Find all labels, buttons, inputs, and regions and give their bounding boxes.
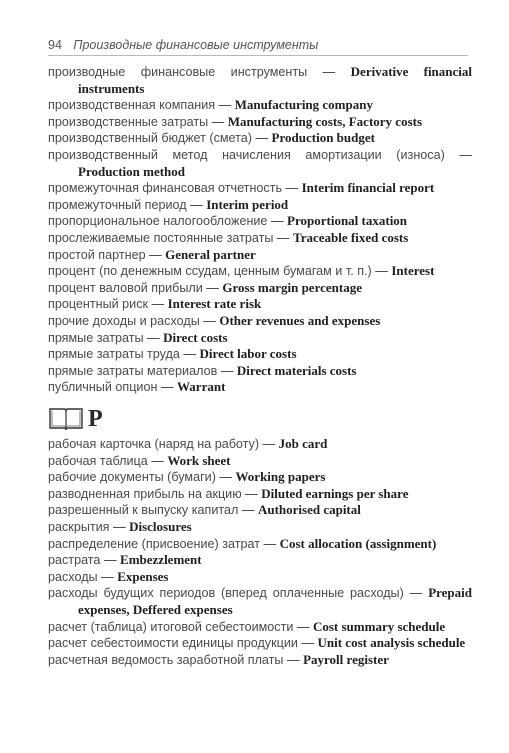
english-term: Cost summary schedule [312, 618, 446, 634]
english-term: Interest rate risk [167, 296, 262, 312]
russian-term: процентный риск [48, 297, 149, 312]
section-letter: Р [88, 406, 103, 432]
dictionary-entry [48, 230, 472, 247]
russian-term: простой партнер [48, 247, 146, 262]
term-separator: — [211, 114, 225, 129]
term-separator: — [409, 586, 423, 601]
english-term: Job card [278, 436, 328, 451]
term-separator: — [262, 437, 276, 451]
dictionary-entry [48, 263, 472, 280]
dictionary-entry [48, 97, 472, 114]
dictionary-entry [48, 130, 472, 147]
dictionary-entry [48, 247, 472, 264]
russian-term: растрата [48, 553, 101, 568]
term-separator: — [151, 297, 165, 312]
russian-term: прямые затраты труда [48, 347, 180, 362]
english-term: Direct labor costs [199, 346, 297, 362]
russian-term: процент (по денежным ссудам, ценным бумагам и т. п.) [48, 264, 372, 279]
term-separator: — [203, 313, 216, 328]
dictionary-entry [48, 330, 472, 347]
russian-term: производные финансовые инструменты [48, 65, 308, 79]
dictionary-entry [48, 280, 472, 297]
term-separator: — [147, 330, 160, 345]
dictionary-entry [48, 180, 472, 197]
english-term: Disclosures [129, 518, 192, 534]
english-term: General partner [165, 246, 256, 262]
dictionary-entry [48, 469, 472, 486]
english-term: Gross margin percentage [222, 279, 362, 295]
term-separator: — [245, 486, 258, 501]
term-separator: — [263, 536, 277, 551]
english-term: Expenses [117, 568, 169, 584]
russian-term: производственный бюджет (смета) [48, 131, 252, 146]
english-term: Manufacturing company [234, 97, 373, 113]
term-separator: — [296, 619, 310, 634]
term-separator: — [375, 264, 388, 279]
term-separator: — [241, 503, 255, 518]
english-term: Derivative financial instruments [78, 64, 473, 96]
dictionary-entry [48, 552, 472, 569]
term-separator: — [255, 131, 269, 146]
dictionary-entry [48, 486, 472, 503]
term-separator: — [218, 98, 232, 113]
dictionary-entry [48, 197, 472, 214]
term-separator: — [149, 247, 162, 262]
russian-term: прослеживаемые постоянные затраты [48, 230, 274, 245]
english-term: Other revenues and expenses [219, 312, 381, 328]
dictionary-entry [48, 453, 472, 470]
russian-term: расходы [48, 569, 98, 584]
term-separator: — [219, 470, 233, 485]
term-separator: — [459, 147, 472, 162]
dictionary-entry [48, 585, 472, 618]
russian-term: расходы будущих периодов (вперед оплаченные расходы) [48, 586, 404, 601]
dictionary-entry [48, 519, 472, 536]
dictionary-entry [48, 147, 472, 180]
english-term: Production budget [271, 130, 375, 146]
term-separator: — [286, 652, 300, 667]
russian-term: публичный опцион [48, 380, 158, 395]
russian-term: рабочие документы (бумаги) [48, 470, 216, 485]
english-term: Direct materials costs [236, 362, 357, 378]
term-separator: — [270, 214, 284, 229]
term-separator: — [276, 230, 290, 245]
dictionary-entry [48, 346, 472, 363]
term-separator: — [190, 197, 203, 212]
russian-term: производственные затраты [48, 114, 209, 129]
english-term: Work sheet [167, 452, 231, 468]
russian-term: пропорциональное налогообложение [48, 214, 268, 229]
english-term: Traceable fixed costs [293, 229, 409, 245]
dictionary-entry [48, 296, 472, 313]
russian-term: прямые затраты [48, 330, 144, 345]
dictionary-entry [48, 652, 472, 669]
russian-term: раскрытия [48, 519, 110, 534]
page-number: 94 [48, 38, 62, 52]
english-term: Interest [391, 263, 435, 279]
dictionary-entry [48, 379, 472, 396]
russian-term: производственный метод начисления амортизации (износа) [48, 147, 445, 162]
russian-term: промежуточная финансовая отчетность [48, 181, 283, 196]
term-separator: — [322, 65, 336, 79]
russian-term: рабочая карточка (наряд на работу) [48, 437, 260, 451]
english-term: Prepaid expenses, Deffered expenses [78, 585, 473, 617]
term-separator: — [206, 280, 219, 295]
dictionary-entry [48, 363, 472, 380]
term-separator: — [220, 363, 234, 378]
dictionary-entry [48, 436, 472, 453]
term-separator: — [160, 380, 174, 395]
dictionary-entry [48, 502, 472, 519]
dictionary-entry [48, 213, 472, 230]
term-separator: — [301, 636, 314, 651]
english-term: Authorised capital [257, 502, 361, 518]
english-term: Working papers [235, 469, 326, 485]
russian-term: рабочая таблица [48, 453, 148, 468]
english-term: Warrant [177, 379, 226, 395]
dictionary-entry [48, 64, 472, 97]
english-term: Manufacturing costs, Factory costs [227, 113, 423, 129]
english-term: Cost allocation (assignment) [279, 535, 437, 551]
english-term: Production method [78, 163, 186, 179]
term-separator: — [101, 569, 114, 584]
english-term: Interim period [206, 196, 289, 212]
dictionary-entry [48, 569, 472, 586]
dictionary-entry [48, 536, 472, 553]
english-term: Interim financial report [301, 180, 435, 196]
entries-group-p [48, 64, 472, 396]
open-book-icon [48, 406, 84, 432]
russian-term: расчет (таблица) итоговой себестоимости [48, 619, 294, 634]
dictionary-entry [48, 114, 472, 131]
entries-group-r [48, 436, 472, 668]
russian-term: промежуточный период [48, 197, 187, 212]
english-term: Proportional taxation [287, 213, 408, 229]
dictionary-entry [48, 619, 472, 636]
russian-term: процент валовой прибыли [48, 280, 203, 295]
term-separator: — [151, 453, 164, 468]
russian-term: распределение (присвоение) затрат [48, 536, 260, 551]
section-heading [48, 406, 103, 432]
russian-term: разводненная прибыль на акцию [48, 486, 242, 501]
english-term: Embezzlement [120, 552, 202, 568]
russian-term: прочие доходы и расходы [48, 313, 200, 328]
english-term: Direct costs [163, 329, 228, 345]
russian-term: расчетная ведомость заработной платы [48, 652, 284, 667]
russian-term: разрешенный к выпуску капитал [48, 503, 239, 518]
english-term: Unit cost analysis schedule [317, 635, 466, 651]
term-separator: — [285, 181, 299, 196]
term-separator: — [183, 347, 196, 362]
running-header [48, 38, 468, 52]
header-rule [48, 55, 468, 56]
english-term: Payroll register [303, 651, 389, 667]
dictionary-entry [48, 635, 472, 652]
term-separator: — [113, 519, 126, 534]
running-title: Производные финансовые инструменты [73, 38, 319, 52]
dictionary-entry [48, 313, 472, 330]
russian-term: расчет себестоимости единицы продукции [48, 636, 298, 651]
term-separator: — [103, 553, 117, 568]
english-term: Diluted earnings per share [261, 485, 409, 501]
russian-term: прямые затраты материалов [48, 363, 218, 378]
russian-term: производственная компания [48, 98, 216, 113]
